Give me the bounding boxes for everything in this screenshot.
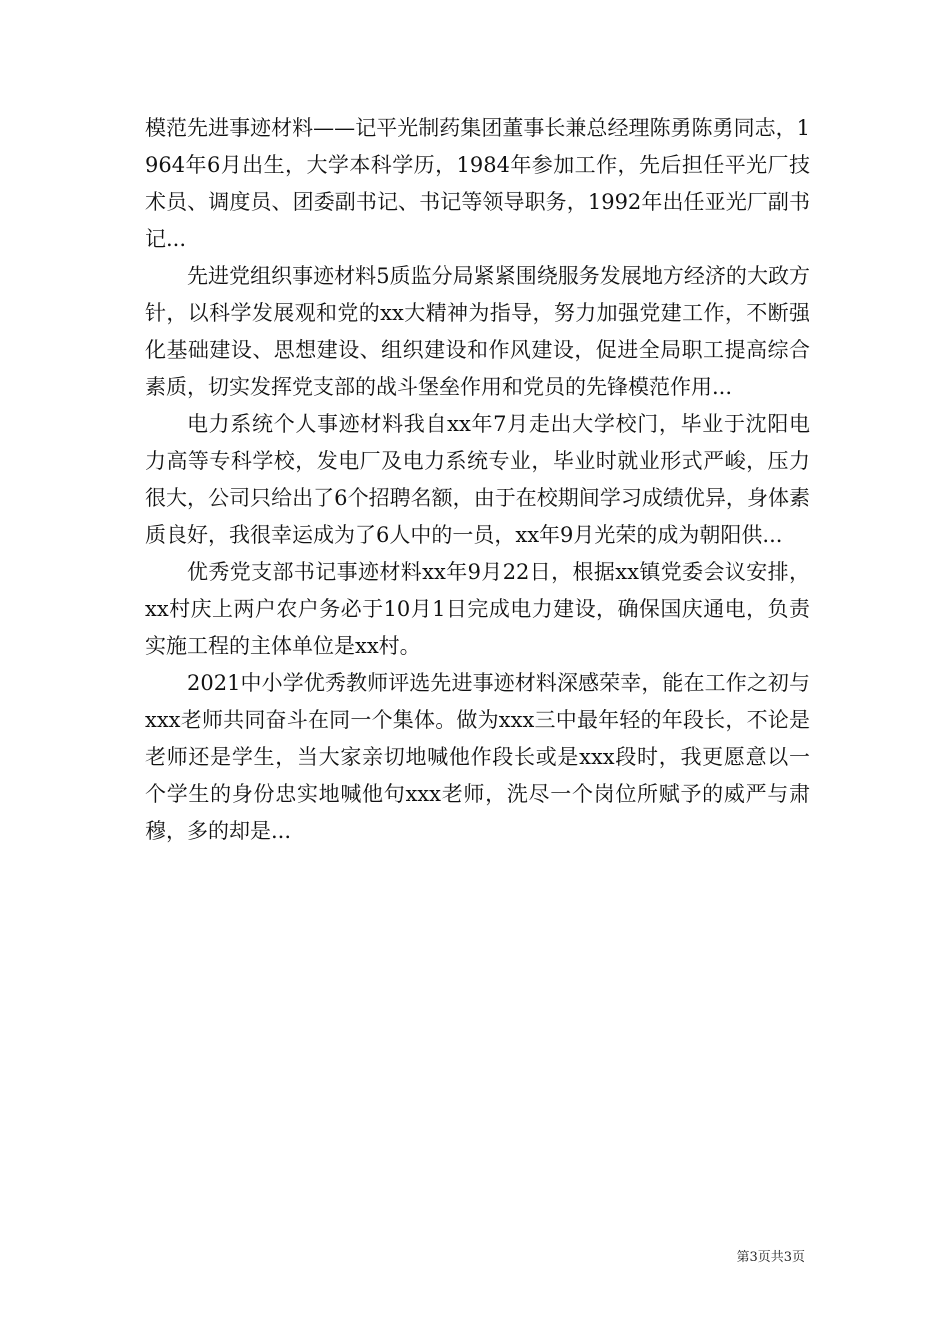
paragraph-party-organization: 先进党组织事迹材料5质监分局紧紧围绕服务发展地方经济的大政方针，以科学发展观和党的xx大精神为指导，努力加强党建工作，不断强化基础建设、思想建设、组织建设和作风建设，促进全局职工提高综合素质，切实发挥党支部的战斗堡垒作用和党员的先锋模范作用... (145, 264, 810, 399)
paragraph-teacher: 2021中小学优秀教师评选先进事迹材料深感荣幸，能在工作之初与xxx老师共同奋斗在同一个集体。做为xxx三中最年轻的年段长，不论是老师还是学生，当大家亲切地喊他作段长或是xxx段时，我更愿意以一个学生的身份忠实地喊他句xxx老师，洗尽一个岗位所赋予的威严与肃穆，多的却是... (145, 671, 810, 843)
page-number: 第3页共3页 (736, 1250, 805, 1265)
paragraph-intro: 模范先进事迹材料——记平光制药集团董事长兼总经理陈勇陈勇同志，1964年6月出生，大学本科学历，1984年参加工作，先后担任平光厂技术员、调度员、团委副书记、书记等领导职务，1992年出任亚光厂副书记... (145, 116, 810, 251)
document-body (145, 110, 810, 850)
paragraph-power-system: 电力系统个人事迹材料我自xx年7月走出大学校门，毕业于沈阳电力高等专科学校，发电厂及电力系统专业，毕业时就业形式严峻，压力很大，公司只给出了6个招聘名额，由于在校期间学习成绩优异，身体素质良好，我很幸运成为了6人中的一员，xx年9月光荣的成为朝阳供... (145, 412, 810, 547)
paragraph-branch-secretary: 优秀党支部书记事迹材料xx年9月22日，根据xx镇党委会议安排，xx村庆上两户农户务必于10月1日完成电力建设，确保国庆通电，负责实施工程的主体单位是xx村。 (145, 560, 810, 658)
